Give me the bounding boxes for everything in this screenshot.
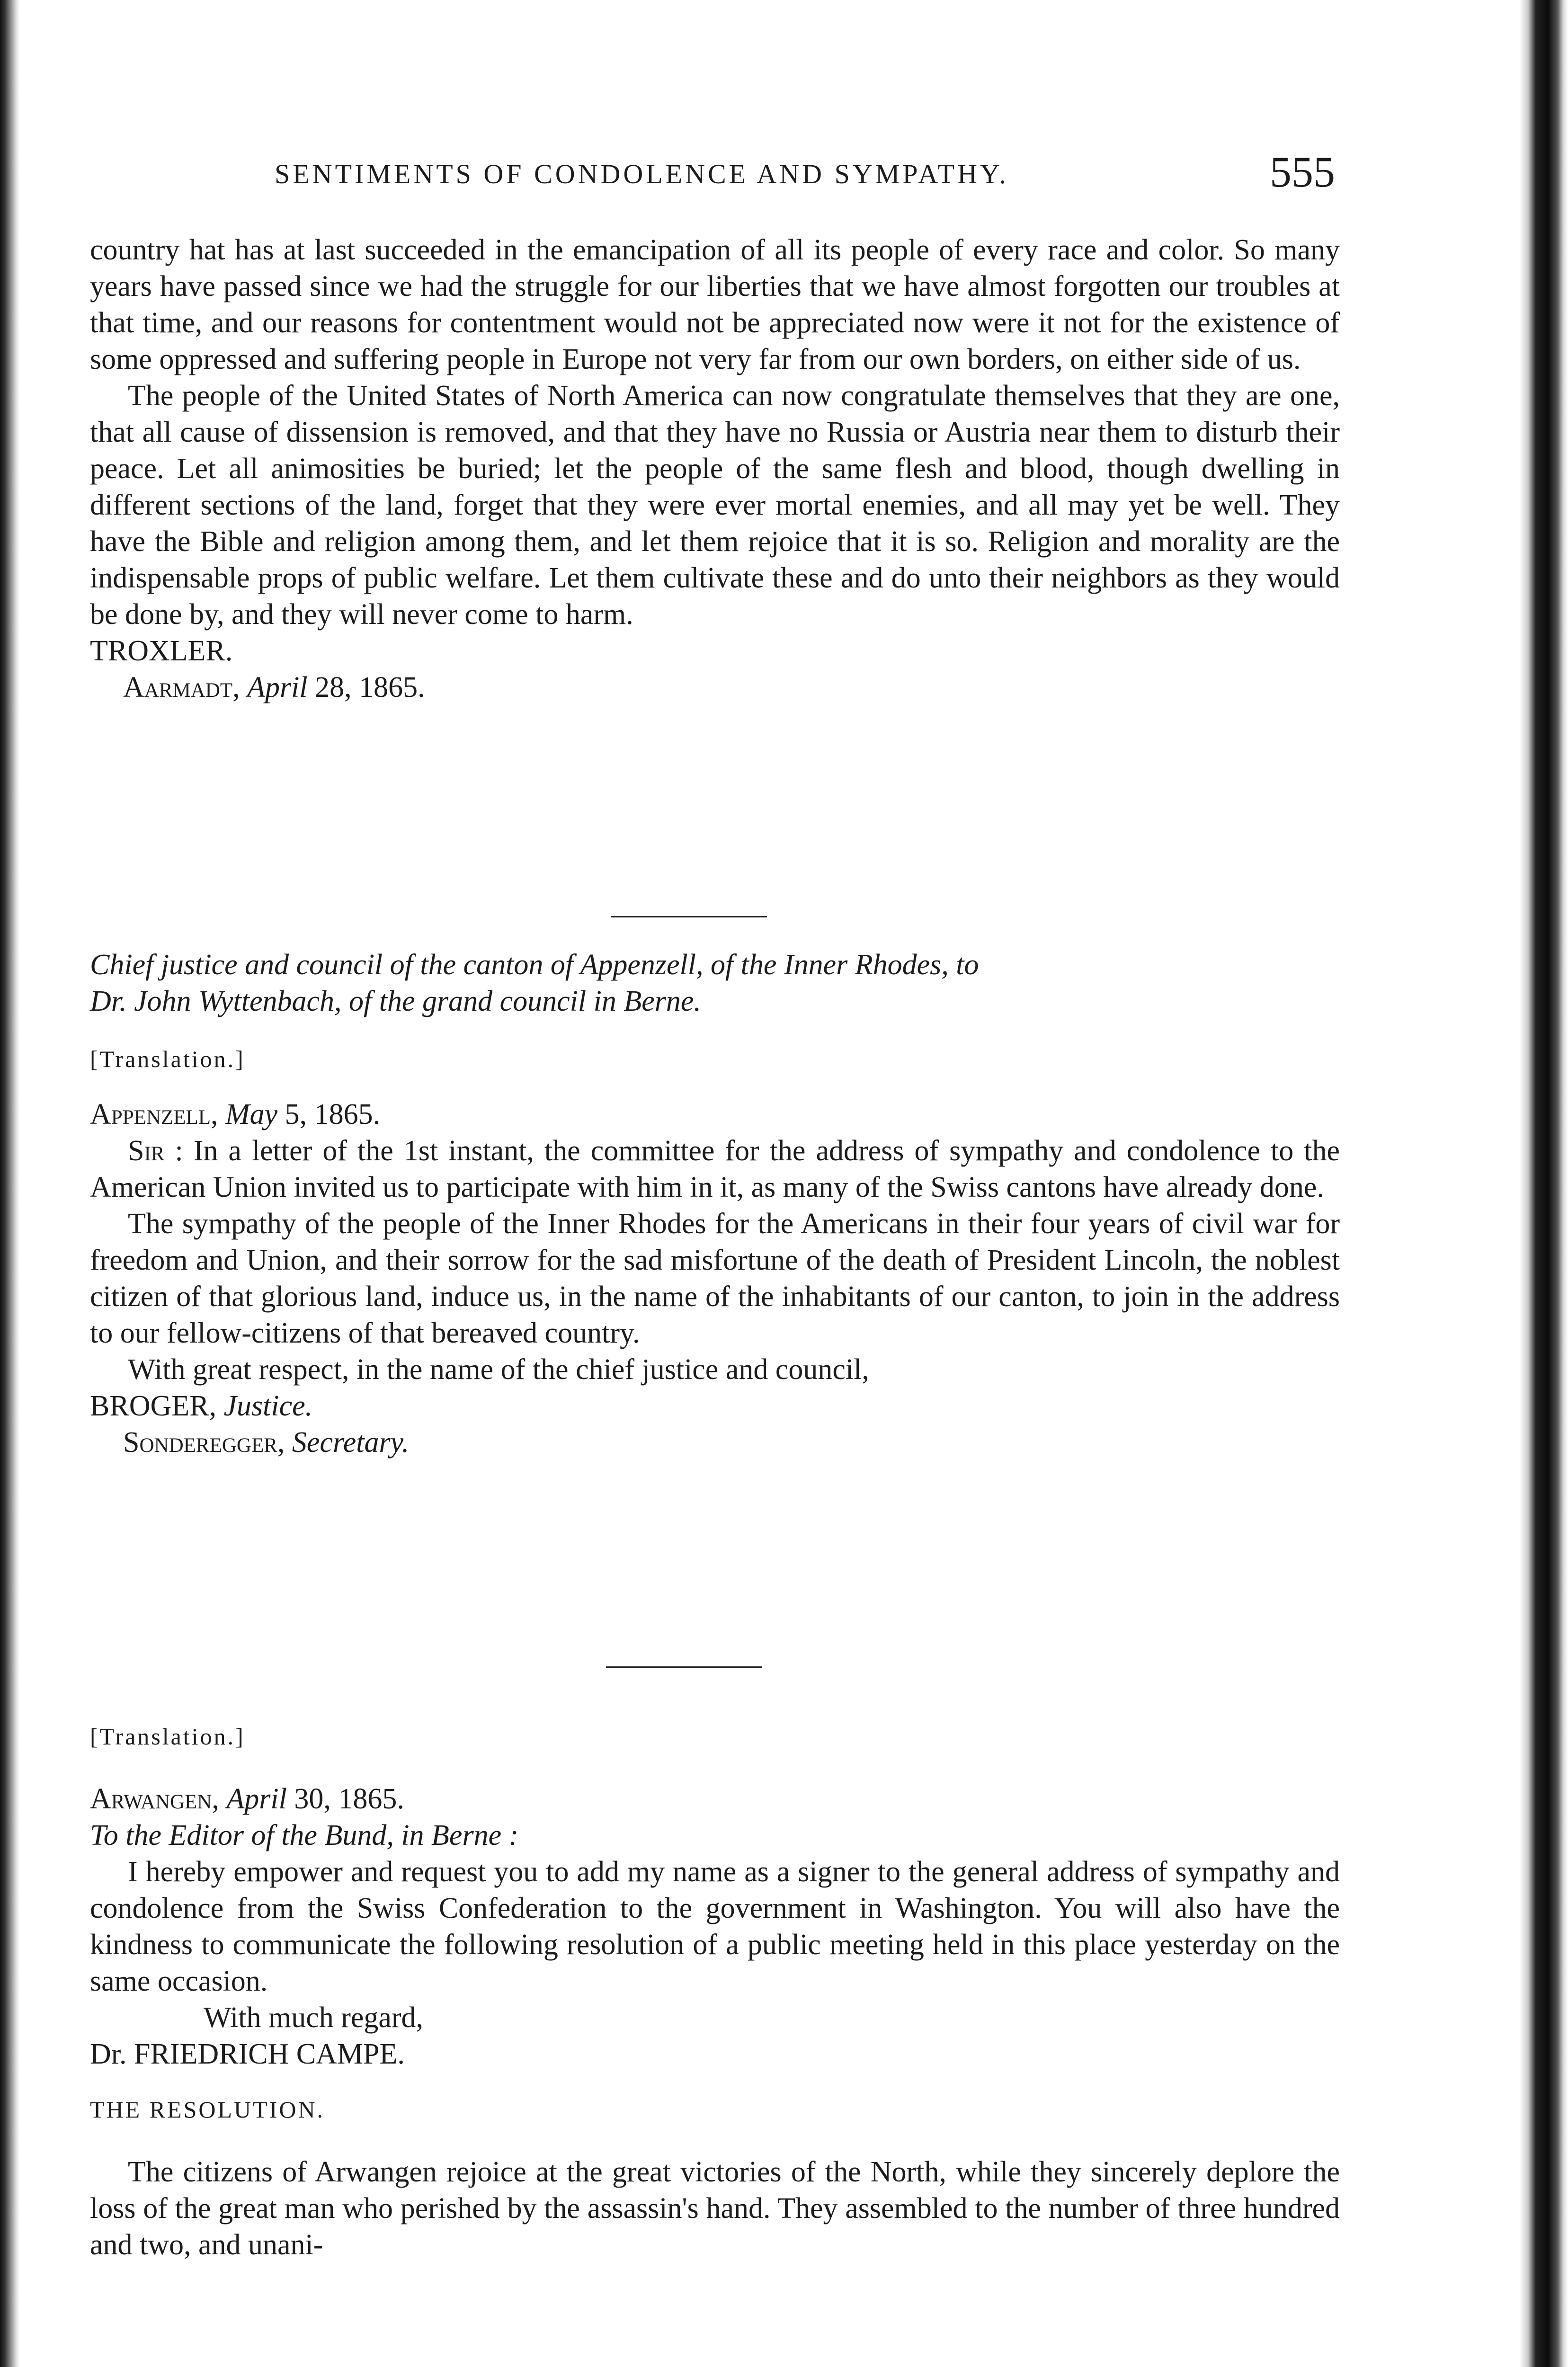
translation-note: [Translation.] bbox=[90, 1046, 245, 1072]
date-rest: 28, 1865. bbox=[315, 671, 425, 703]
signature-title: Justice. bbox=[223, 1390, 313, 1422]
letter-troxler bbox=[90, 232, 1340, 706]
page-number: 555 bbox=[1270, 148, 1335, 196]
resolution-heading: THE RESOLUTION. bbox=[90, 2096, 325, 2123]
letter-heading: Chief justice and council of the canton of Appenzell, of the Inner Rhodes, to bbox=[90, 949, 979, 981]
date-month: May bbox=[225, 1098, 278, 1130]
signature-name: BROGER, bbox=[90, 1390, 216, 1422]
closing: With great respect, in the name of the chief justice and council, bbox=[128, 1353, 869, 1386]
closing: With much regard, bbox=[204, 2002, 424, 2034]
date-rest: 5, 1865. bbox=[285, 1098, 381, 1130]
paragraph: The sympathy of the people of the Inner Rhodes for the Americans in their four years of civil war for freedom and Union, and their sorrow for the sad misfortune of the death of President Lincoln, the noblest citizen of that glorious land, induce us, in the name of the inhabitants of our canton, to join in the address to our fellow-citizens of that bereaved country. bbox=[90, 1208, 1340, 1349]
paragraph: I hereby empower and request you to add my name as a signer to the general address of sympathy and condolence from the Swiss Confederation to the government in Washington. You will also have the kindness to communicate the following resolution of a public meeting held in this place yesterday on the same occasion. bbox=[90, 1856, 1340, 1997]
paragraph: The people of the United States of North America can now congratulate themselves that they are one, that all cause of dissension is removed, and that they have no Russia or Austria near them to disturb their peace. Let all animosities be buried; let the people of the same flesh and blood, though dwelling in different sections of the land, forget that they were ever mortal enemies, and all may yet be well. They have the Bible and religion among them, and let them rejoice that it is so. Religion and morality are the indispensable props of public welfare. Let them cultivate these and do unto their neighbors as they would be done by, and they will never come to harm. bbox=[90, 380, 1340, 631]
section-divider bbox=[611, 916, 767, 917]
place: Arwangen, bbox=[90, 1783, 219, 1815]
date-month: April bbox=[247, 671, 308, 703]
paragraph: Sir : In a letter of the 1st instant, the committee for the address of sympathy and condolence to the American Union invited us to participate with him in it, as many of the Swiss cantons have already done. bbox=[90, 1135, 1340, 1203]
page-left-edge bbox=[0, 0, 20, 2367]
secretary-title: Secretary. bbox=[292, 1426, 410, 1459]
addressee: To the Editor of the Bund, in Berne : bbox=[90, 1819, 519, 1851]
salutation: Sir : bbox=[128, 1135, 183, 1167]
signature bbox=[90, 1388, 1340, 1424]
letter-appenzell bbox=[90, 947, 1340, 1461]
date-rest: 30, 1865. bbox=[294, 1783, 404, 1815]
page-right-edge bbox=[1520, 0, 1568, 2367]
translation-note: [Translation.] bbox=[90, 1723, 245, 1750]
signature: TROXLER. bbox=[90, 635, 233, 667]
paragraph: The citizens of Arwangen rejoice at the great victories of the North, while they sincerely deplore the loss of the great man who perished by the assassin's hand. They assembled to the number of three hundred and two, and unani- bbox=[90, 2156, 1340, 2261]
place: Aarmadt, bbox=[123, 671, 240, 703]
place: Appenzell, bbox=[90, 1098, 218, 1130]
dateline bbox=[90, 669, 1340, 706]
section-divider bbox=[606, 1666, 762, 1668]
letter-heading: Dr. John Wyttenbach, of the grand council in Berne. bbox=[90, 985, 701, 1017]
secretary-line bbox=[90, 1424, 1340, 1461]
date-month: April bbox=[226, 1783, 287, 1815]
running-header bbox=[90, 147, 1340, 199]
paragraph: country hat has at last succeeded in the emancipation of all its people of every race and color. So many years have passed since we had the struggle for our liberties that we have almost forgotten our troubles at that time, and our reasons for contentment would not be appreciated now were it not for the existence of some oppressed and suffering people in Europe not very far from our own borders, on either side of us. bbox=[90, 234, 1340, 375]
running-title: SENTIMENTS OF CONDOLENCE AND SYMPATHY. bbox=[275, 159, 1009, 189]
dateline bbox=[90, 1781, 1340, 1817]
secretary-name: Sonderegger, bbox=[123, 1426, 285, 1459]
dateline bbox=[90, 1096, 1340, 1133]
signature: Dr. FRIEDRICH CAMPE. bbox=[90, 2038, 405, 2070]
letter-arwangen bbox=[90, 1718, 1340, 2263]
